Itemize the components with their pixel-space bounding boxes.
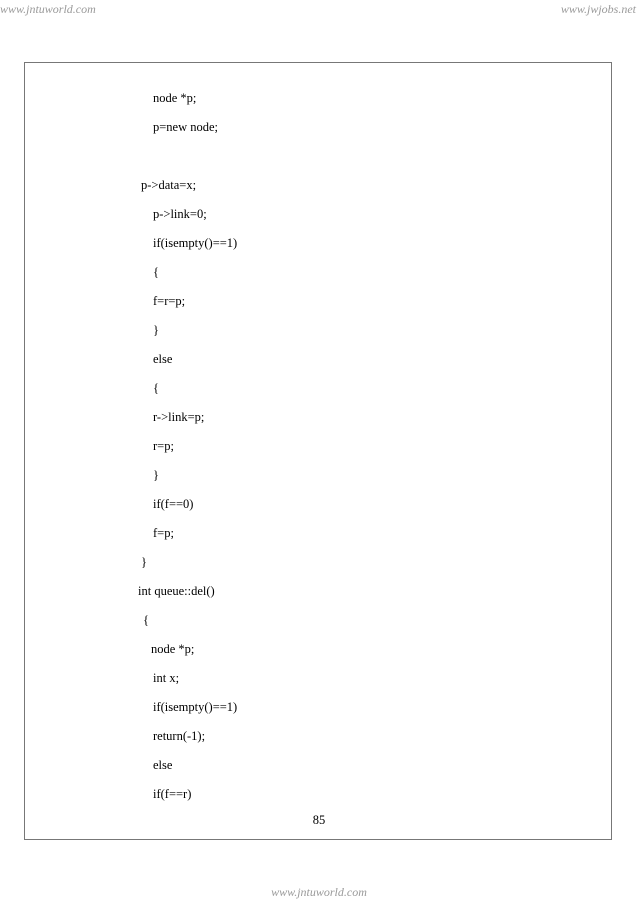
code-line: { [153,381,159,395]
code-line: if(f==r) [153,787,192,801]
code-line: if(isempty()==1) [153,236,238,250]
page-number: 85 [312,813,326,827]
code-line: { [153,265,159,279]
page-frame [24,62,612,840]
code-line: r->link=p; [153,410,205,424]
code-line: else [153,758,173,772]
code-line: } [153,323,159,337]
watermark-top-left: www.jntuworld.com [0,2,96,16]
watermark-bottom: www.jntuworld.com [271,885,367,899]
code-line: int queue::del() [138,584,215,598]
code-line: if(isempty()==1) [153,700,238,714]
code-line: f=r=p; [153,294,186,308]
code-line: if(f==0) [153,497,194,511]
code-line: f=p; [153,526,174,540]
code-line: } [153,468,159,482]
code-line: node *p; [153,91,197,105]
code-line: p->data=x; [141,178,197,192]
code-line: } [141,555,147,569]
code-line: else [153,352,173,366]
code-line: int x; [153,671,180,685]
code-line: p->link=0; [153,207,207,221]
code-line: p=new node; [153,120,219,134]
watermark-top-right: www.jwjobs.net [560,2,636,16]
code-line: node *p; [151,642,195,656]
code-line: return(-1); [153,729,206,743]
code-line: { [143,613,149,627]
code-line: r=p; [153,439,174,453]
